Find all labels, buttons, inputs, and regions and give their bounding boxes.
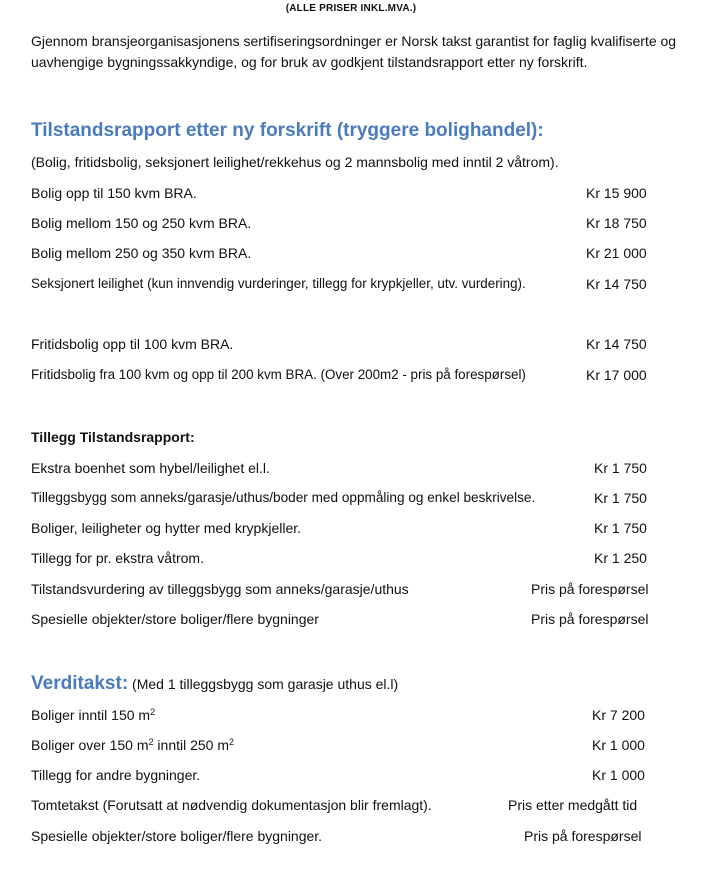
tilstandsrapport-heading: Tilstandsrapport etter ny forskrift (tryggere bolighandel): (31, 120, 544, 141)
row-price: Kr 21 000 (586, 245, 647, 261)
row-price: Kr 7 200 (592, 707, 645, 723)
tilstandsrapport-subheading: (Bolig, fritidsbolig, seksjonert leilighet/rekkehus og 2 mannsbolig med inntil 2 våtrom). (31, 154, 559, 170)
row-label: Tilstandsvurdering av tilleggsbygg som anneks/garasje/uthus (31, 581, 409, 597)
row-price: Kr 1 000 (592, 767, 645, 783)
row-label: Bolig mellom 250 og 350 kvm BRA. (31, 245, 252, 261)
row-label: Boliger, leiligheter og hytter med krypkjeller. (31, 520, 302, 536)
row-price: Kr 18 750 (586, 215, 647, 231)
row-label: Boliger inntil 150 $m^2$ (31, 707, 156, 723)
row-price: Pris på forespørsel (531, 581, 649, 597)
row-price: Pris etter medgått tid (508, 797, 638, 813)
intro-paragraph: Gjennom bransjeorganisasjonens sertifiseringsordninger er Norsk takst garantist for faglig kvalifiserte og uavhengige bygningssakkyndige, og for bruk av godkjent tilstandsrapport etter ny forskrift. (31, 33, 677, 70)
row-label: Ekstra boenhet som hybel/leilighet el.l. (31, 460, 270, 476)
row-price: Kr 14 750 (586, 336, 647, 352)
row-label: Tillegg for andre bygninger. (31, 767, 201, 783)
row-label: Fritidsbolig fra 100 kvm og opp til 200 kvm BRA. (Over 200m2 - pris på forespørsel) (31, 367, 526, 382)
verditakst-heading (31, 673, 398, 695)
row-price: Kr 15 900 (586, 185, 647, 201)
row-label: Fritidsbolig opp til 100 kvm BRA. (31, 336, 234, 352)
row-price: Pris på forespørsel (531, 611, 649, 627)
verditakst-subtitle: (Med 1 tilleggsbygg som garasje uthus el.l) (128, 676, 399, 692)
row-price: Kr 1 250 (594, 550, 647, 566)
row-label: Spesielle objekter/store boliger/flere bygninger (31, 611, 319, 627)
price-note: (ALLE PRISER INKL.MVA.) (285, 3, 417, 14)
row-label: Seksjonert leilighet (kun innvendig vurderinger, tillegg for krypkjeller, utv. vurdering). (31, 276, 526, 291)
row-price: Kr 1 750 (594, 490, 647, 506)
row-label: Tomtetakst (Forutsatt at nødvendig dokumentasjon blir fremlagt). (31, 797, 432, 813)
tillegg-heading: Tillegg Tilstandsrapport: (31, 429, 195, 445)
row-label: Bolig mellom 150 og 250 kvm BRA. (31, 215, 252, 231)
row-price: Kr 1 000 (592, 737, 645, 753)
row-label: Bolig opp til 150 kvm BRA. (31, 185, 197, 201)
verditakst-title: Verditakst: (31, 673, 129, 694)
row-price: Kr 14 750 (586, 276, 647, 292)
row-label: Spesielle objekter/store boliger/flere bygninger. (31, 828, 323, 844)
row-price: Kr 1 750 (594, 520, 647, 536)
row-price: Pris på forespørsel (524, 828, 642, 844)
row-label: Boliger over 150 $m^2$ inntil 250 $m^2$ (31, 737, 235, 753)
row-label: Tilleggsbygg som anneks/garasje/uthus/boder med oppmåling og enkel beskrivelse. (31, 490, 536, 505)
row-label: Tillegg for pr. ekstra våtrom. (31, 550, 204, 566)
row-price: Kr 1 750 (594, 460, 647, 476)
row-price: Kr 17 000 (586, 367, 647, 383)
